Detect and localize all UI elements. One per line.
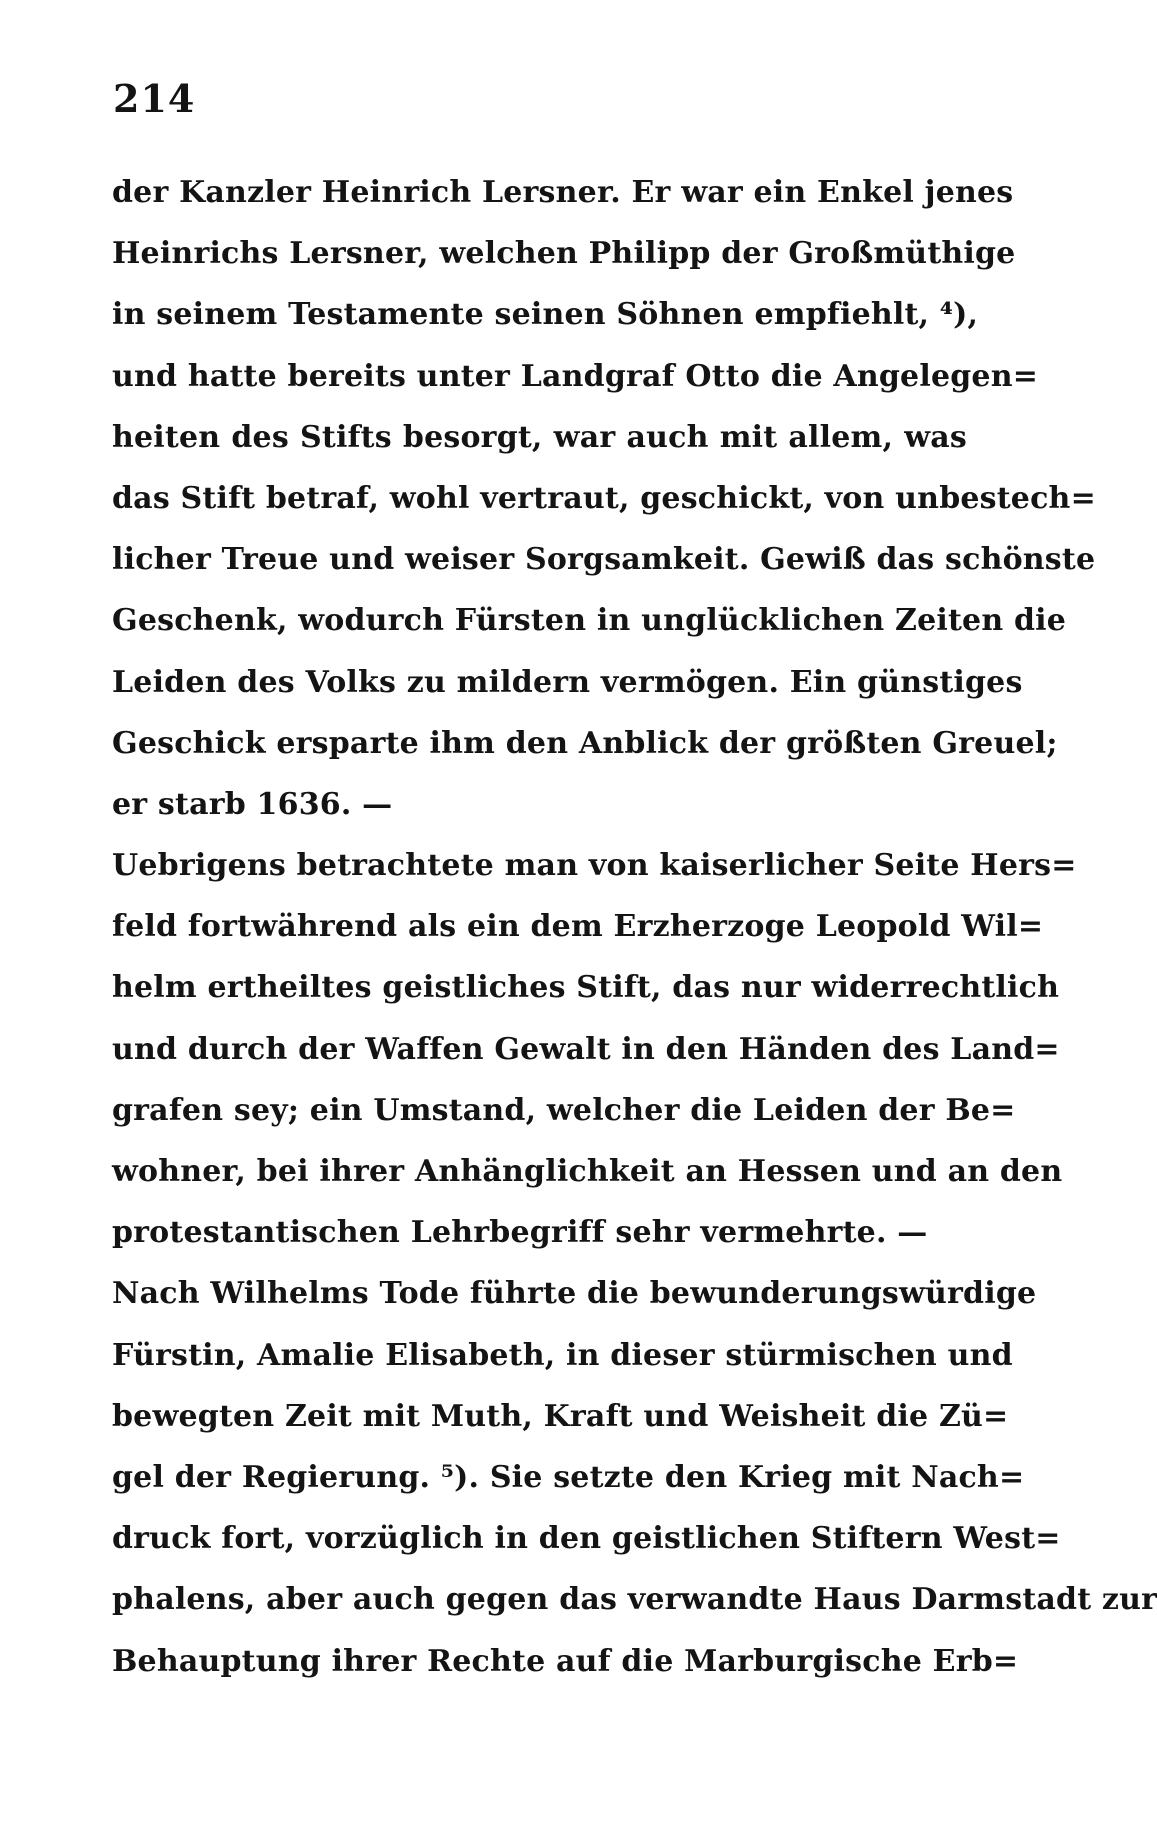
text-line: Behauptung ihrer Rechte auf die Marburgische Erb= [112,1643,1019,1679]
body-text [112,168,1157,1698]
text-line: in seinem Testamente seinen Söhnen empfiehlt, ⁴), [112,297,979,333]
text-line: der Kanzler Heinrich Lersner. Er war ein Enkel jenes [112,175,1014,210]
text-line: phalens, aber auch gegen das verwandte Haus Darmstadt zur [112,1582,1157,1618]
text-line: Geschenk, wodurch Fürsten in unglücklichen Zeiten die [112,603,1067,639]
text-line: feld fortwährend als ein dem Erzherzoge Leopold Wil= [112,909,1044,945]
text-line: das Stift betraf, wohl vertraut, geschickt, von unbestech= [112,480,1096,516]
text-line: licher Treue und weiser Sorgsamkeit. Gewiß das schönste [112,542,1096,578]
text-line: helm ertheiltes geistliches Stift, das nur widerrechtlich [112,970,1060,1006]
text-line: druck fort, vorzüglich in den geistlichen Stiftern West= [112,1521,1061,1557]
text-line: Uebrigens betrachtete man von kaiserlicher Seite Hers= [112,848,1077,884]
text-line: heiten des Stifts besorgt, war auch mit allem, was [112,419,967,455]
text-line: Leiden des Volks zu mildern vermögen. Ein günstiges [112,664,1023,700]
text-line: Heinrichs Lersner, welchen Philipp der Großmüthige [112,236,1016,272]
page-number: 214 [113,76,196,121]
text-line: grafen sey; ein Umstand, welcher die Leiden der Be= [112,1092,1016,1128]
text-line: er starb 1636. — [112,786,393,822]
text-line: gel der Regierung. ⁵). Sie setzte den Krieg mit Nach= [112,1459,1025,1495]
text-line: Fürstin, Amalie Elisabeth, in dieser stürmischen und [112,1337,1013,1373]
text-line: Geschick ersparte ihm den Anblick der größten Greuel; [112,725,1058,761]
text-line: Nach Wilhelms Tode führte die bewunderungswürdige [112,1276,1037,1312]
text-line: und hatte bereits unter Landgraf Otto die Angelegen= [112,358,1039,394]
text-line: wohner, bei ihrer Anhänglichkeit an Hessen und an den [112,1154,1063,1189]
text-line: bewegten Zeit mit Muth, Kraft und Weisheit die Zü= [112,1398,1009,1434]
text-line: und durch der Waffen Gewalt in den Händen des Land= [112,1031,1060,1067]
text-line: protestantischen Lehrbegriff sehr vermehrte. — [112,1215,928,1251]
